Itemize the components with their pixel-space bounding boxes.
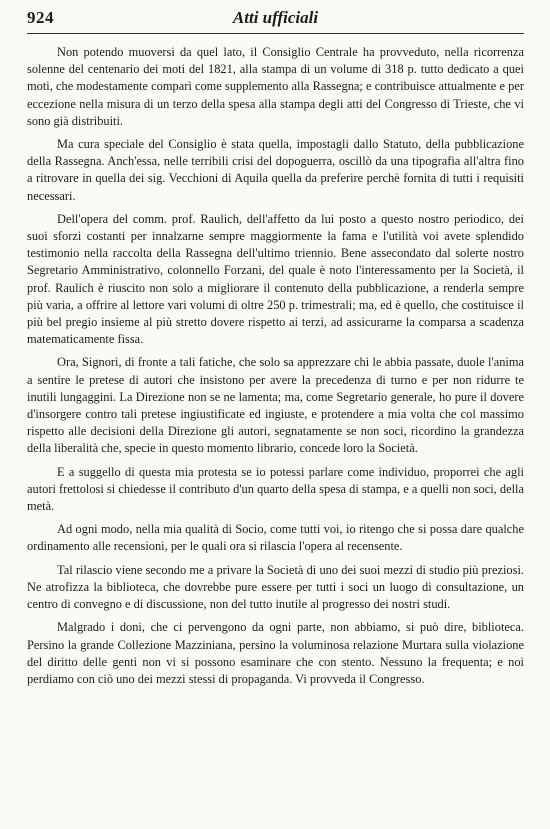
paragraph: Ora, Signori, di fronte a tali fatiche, che solo sa apprezzare chi le abbia passate, duole l'anima a sentire le pretese di autori che insistono per avere la precedenza di turno e per non ridurre te inutili lungaggini. La Direzione non se ne lamenta; ma, come Segretario generale, ho pure il dovere d'insorgere contro tali pretese ingiustificate ed ingiuste, e protendere a mia volta che col massimo rispetto alle decisioni della Direzione gli autori, segnatamente se non soci, ricordino la grandezza della liberalità che, specie in questo momento librario, concede loro la Società. [27, 355, 524, 456]
header-rule [27, 33, 524, 34]
page-header [27, 8, 524, 30]
paragraph: Tal rilascio viene secondo me a privare la Società di uno dei suoi mezzi di studio più preziosi. Ne atrofizza la biblioteca, che dovrebbe pure essere per tutti i soci un luogo di consultazione, un centro di convegno e di discussione, non del tutto inutile al progresso dei nostri studi. [27, 562, 524, 612]
paragraph: Non potendo muoversi da quel lato, il Consiglio Centrale ha provveduto, nella ricorrenza solenne del centenario dei moti del 1821, alla stampa di un volume di 318 p. tutto dedicato a quei moti, che modestamente comparì come supplemento alla Rassegna; e contribuisce attualmente e per eccezione nella misura di un terzo della spesa alla stampa degli atti del Congresso di Trieste, che vi sono già distribuiti. [27, 45, 524, 128]
paragraph: Malgrado i doni, che ci pervengono da ogni parte, non abbiamo, si può dire, biblioteca. Persino la grande Collezione Mazziniana, persino la voluminosa relazione Murtara sulla violazione del diritto delle genti non vi si possono esaminare che con stento. Nessuno la frequenta; e noi perdiamo con ciò uno dei mezzi stessi di propaganda. Vi provveda il Congresso. [27, 620, 524, 686]
running-title: Atti ufficiali [232, 8, 319, 27]
paragraph: Ma cura speciale del Consiglio è stata quella, impostagli dallo Statuto, della pubblicazione della Rassegna. Anch'essa, nelle terribili crisi del dopoguerra, oscillò da una tipografia all'altra fino a ritrovare in quella dei sig. Vecchioni di Aquila quella da preferire perchè fornita di tutti i requisiti necessari. [27, 137, 524, 203]
document-body [27, 44, 524, 688]
paragraph: Ad ogni modo, nella mia qualità di Socio, come tutti voi, io ritengo che si possa dare qualche ordinamento alle recensioni, per le quali ora si rilascia l'opera al recensente. [27, 522, 524, 554]
paragraph: E a suggello di questa mia protesta se io potessi parlare come individuo, proporrei che agli autori frettolosi si chiedesse il contributo d'un quarto della spesa di stampa, e a quelli non soci, della metà. [27, 464, 524, 514]
paragraph: Dell'opera del comm. prof. Raulich, dell'affetto da lui posto a questo nostro periodico, dei suoi sforzi costanti per innalzarne sempre maggiormente la fama e l'utilità voi avete splendido testimonio nella raccolta della Rassegna dell'ultimo triennio. Bene assecondato dal solerte nostro Segretario Amministrativo, colonnello Forzani, del quale è noto l'interessamento per la Società, il prof. Raulich è riuscito non solo a migliorare il contenuto della pubblicazione, a renderla sempre più varia, a offrire al lettore vari volumi di oltre 250 p. trimestrali; ma, ed è quello, che costituisce il più bel pregio insieme al più stretto dovere rispetto ai terzi, ad assicurarne la comparsa a scadenza matematicamente fissa. [27, 211, 524, 347]
page-number: 924 [27, 8, 54, 27]
